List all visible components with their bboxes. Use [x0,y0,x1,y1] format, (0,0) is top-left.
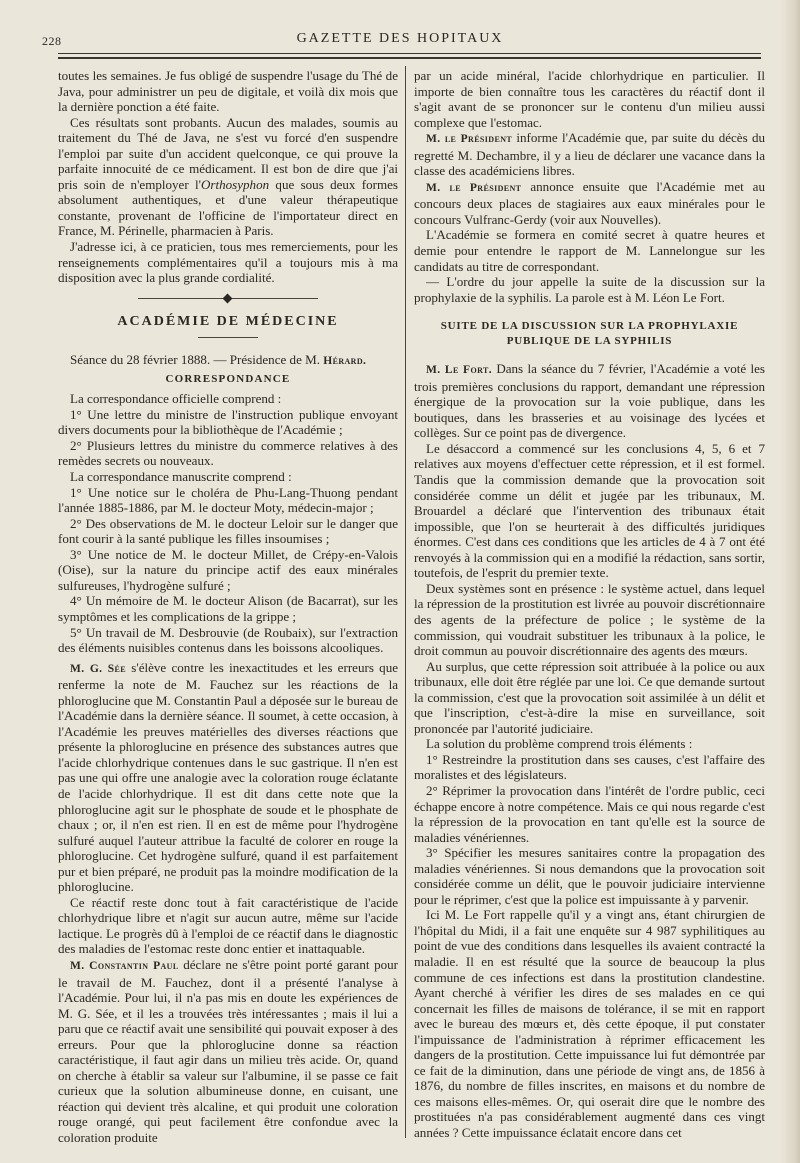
paragraph: La solution du problème comprend trois éléments : [426,736,693,752]
speaker-name: M. le Président [426,181,522,194]
paragraph: toutes les semaines. Je fus obligé de suspendre l'usage du Thé de Java, pour administrer un peu de digitale, et voilà dix mois que la dernière ponction a été faite. [58,68,398,115]
list-item: 3° Spécifier les mesures sanitaires contre la propagation des maladies vénériennes. Si nous demandons que la provocation soit considérée comme un délit, que le pouvoir judiciaire intervienne pour le réprimer, c'est que la police est impuissante à y parvenir. [414,845,765,907]
paragraph: La correspondance manuscrite comprend : [70,469,292,485]
paragraph: La correspondance officielle comprend : [70,391,282,407]
section-title: SUITE DE LA DISCUSSION SUR LA PROPHYLAXIE PUBLIQUE DE LA SYPHILIS [440,320,739,348]
right-column [414,68,765,1141]
paragraph: M. Le Fort. Dans la séance du 7 février, l'Académie a voté les trois premières conclusions du rapport, demandant une répression énergique de la provocation sur la voie publique, dans les boutiques, dans les brasseries et au voisinage des lycées et collèges. Sur ce point pas de divergence. [414,361,765,441]
list-item: 3° Une notice de M. le docteur Millet, de Crépy-en-Valois (Oise), sur la nature du principe actif des eaux minérales sulfureuses, l'hydrogène sulfuré ; [58,546,398,593]
list-item: 2° Des observations de M. le docteur Leloir sur le danger que font courir à la santé publique les filles insoumises ; [58,515,398,547]
paragraph: L'Académie se formera en comité secret à quatre heures et demie pour entendre le rapport de M. Lannelongue sur les candidats au titre de correspondant. [414,227,765,274]
paragraph: — L'ordre du jour appelle la suite de la discussion sur la prophylaxie de la syphilis. La parole est à M. Léon Le Fort. [414,274,765,305]
list-item: 1° Une lettre du ministre de l'instruction publique envoyant divers documents pour la bibliothèque de l'Académie ; [58,406,398,438]
paragraph: Ce réactif reste donc tout à fait caractéristique de l'acide chlorhydrique libre et n'agit sur aucun autre, même sur l'acide lactique. Le progrès dû à l'emploi de ce réactif dans le diagnostic des maladies de l'estomac reste donc entier et inattaquable. [58,894,398,957]
paragraph: Au surplus, que cette répression soit attribuée à la police ou aux tribunaux, elle doit être réglée par une loi. Ce que demande surtout la commission, c'est que la provocation soit assimilée à un délit et que l'inscription, c'est-à-dire la mise en surveillance, soit prononcée par l'autorité judiciaire. [414,658,765,736]
header-rule [58,53,761,54]
page-edge-shadow [780,0,800,1163]
speaker-name: M. Constantin Paul [70,959,179,972]
paragraph: Le désaccord a commencé sur les conclusions 4, 5, 6 et 7 relatives aux moyens d'effectuer cette répression, et il est formel. Tandis que la commission demande que la provocation soit considérée comme un délit et jugée par les tribunaux, M. Brouardel a déclaré que l'intervention des tribunaux était impossible, que l'on se heurterait à des difficultés juridiques énormes. C'est dans ces conditions que les articles de 4 à 7 ont été renvoyés à la commission qui en a modifié la rédaction, sans sortir, toutefois, de l'esprit du premier texte. [414,440,765,581]
paragraph: M. G. Sée s'élève contre les inexactitudes et les erreurs que renferme la note de M. Fauchez sur les réactions de la phloroglucine que M. Constantin Paul a déposée sur le bureau de l'Académie dans la dernière séance. Il soumet, à cette occasion, à l'Académie les preuves matérielles des diverses réactions que présente la phloroglucine en présence des substances autres que l'acide chlorhydrique contenues dans le suc gastrique. Il n'en est pas une qui offre une analogie avec la coloration rouge éclatante de l'acide chlorhydrique. Il est dit dans cette note que la phloroglucine agit sur le phosphate de soude et le phosphate de chaux ; or, il n'en est rien. Il en est de même pour l'hydrogène sulfuré auquel l'auteur attribue la faculté de colorer en rouge la phloroglucine. Cet hydrogène sulfuré, quand il est parfaitement pur et bien préparé, ne produit pas la moindre modification de la phloroglucine. [58,659,399,895]
paragraph: M. le Président annonce ensuite que l'Académie met au concours deux places de stagiaires aux eaux minérales pour le concours Vulfranc-Gerdy (voir aux Nouvelles). [414,178,765,227]
paragraph: par un acide minéral, l'acide chlorhydrique en particulier. Il importe de bien connaître tous les caractères du réactif dont il s'agit avant de se prononcer sur le contenu d'un milieu aussi complexe que l'estomac. [414,68,765,130]
column-divider [405,66,406,1138]
speaker-name: M. Le Fort. [426,364,492,377]
section-separator [58,286,398,314]
page-number: 228 [42,34,62,48]
speaker-name: M. G. Sée [70,662,126,675]
paragraph: Deux systèmes sont en présence : le système actuel, dans lequel la répression de la prostitution est livrée au pouvoir discrétionnaire des agents de la préfecture de police ; le système de la commission, qui voudrait substituer les tribunaux à la police, le droit commun au pouvoir discrétionnaire des agents des mœurs. [414,580,765,659]
list-item: 2° Plusieurs lettres du ministre du commerce relatives à des remèdes secrets ou nouveaux. [58,437,398,469]
short-rule [198,337,258,338]
list-item: 1° Une notice sur le choléra de Phu-Lang-Thuong pendant l'année 1885-1886, par M. le docteur Moty, médecin-major ; [58,484,398,516]
journal-title: GAZETTE DES HOPITAUX [296,31,504,46]
speaker-name: M. le Président [426,133,513,146]
left-column [58,68,398,1146]
list-item: 5° Un travail de M. Desbrouvie (de Roubaix), sur l'extraction des éléments nuisibles contenus dans les boissons alcooliques. [58,624,398,656]
list-item: 1° Restreindre la prostitution dans ses causes, c'est l'affaire des moralistes et des législateurs. [414,751,765,783]
paragraph: Ici M. Le Fort rappelle qu'il y a vingt ans, étant chirurgien de l'hôpital du Midi, il a fait une enquête sur 4 987 syphilitiques au point de vue des conditions dans lesquelles ils avaient contracté la maladie. Il en est résulté que la source de beaucoup la plus commune de ces infections est dans la prostitution clandestine. Ayant cherché à vérifier les dires de ses malades en ce qui concernait les filles de maisons de tolérance, il se mit en rapport avec le bureau des mœurs et, dès cette époque, il put constater l'impuissance de l'administration à réprimer efficacement les dangers de la prostitution. Cette impuissance lui fut démontrée par ce fait de la diminution, dans une période de vingt ans, de 1856 à 1876, du nombre de filles inscrites, en maisons et du nombre de ces maisons elles-mêmes. Or, qui oserait dire que le nombre des prostituées n'a pas considérablement augmenté dans ces vingt années ? Cette impuissance éclatait encore dans cet [414,907,765,1140]
list-item: 4° Un mémoire de M. le docteur Alison (de Bacarrat), sur les symptômes et les complications de la grippe ; [58,593,398,624]
section-heading: ACADÉMIE DE MÉDECINE [117,313,339,329]
ornament-icon [223,293,233,303]
list-item: 2° Réprimer la provocation dans l'intérêt de l'ordre public, ceci échappe encore à notre compétence. Mais ce qui nous regarde c'est la répression de la provocation en tant qu'elle est la source de maladies vénériennes. [414,782,765,845]
session-line: Séance du 28 février 1888. — Présidence de M. Hérard. [70,352,367,368]
paragraph: Ces résultats sont probants. Aucun des malades, soumis au traitement du Thé de Java, ne s'est vu forcé d'en suspendre l'emploi par suite d'un accident quelconque, ce qui prouve la parfaite innocuité de ce médicament. Il est bon de dire que j'ai pris soin de n'employer l'Orthosyphon que sous deux formes absolument authentiques, et d'une valeur thérapeutique constante, provenant de l'officine de l'importateur direct en France, M. Périnelle, pharmacien à Paris. [58,114,398,239]
paragraph: J'adresse ici, à ce praticien, tous mes remerciements, pour les renseignements complémentaires qu'il a toujours mis à ma disposition avec la plus grande cordialité. [58,239,398,286]
header-rule-thick [58,57,761,59]
paragraph: M. Constantin Paul déclare ne s'être point porté garant pour le travail de M. Fauchez, dont il a présenté l'analyse à l'Académie. Pour lui, il n'a pas mis en doute les expériences de M. G. Sée, et il les a trouvées très intéressantes ; mais il lui a paru que ce réactif avait une sensibilité qui pouvait exposer à des erreurs. Pour que la phloroglucine donne sa réaction caractéristique, il faut agir dans un milieu très acide. Or, quand on cherche à établir sa valeur sur l'albumine, il se passe ce fait curieux que la solution albumineuse donne, en cuisant, une réaction qui devient très alcaline, et qui produit une coloration rouge orangé, qui peut facilement être confondue avec la coloration produite [58,956,398,1145]
subheading: CORRESPONDANCE [165,372,291,385]
paragraph: M. le Président informe l'Académie que, par suite du décès du regretté M. Dechambre, il y a lieu de déclarer une vacance dans la classe des académiciens libres. [414,130,766,179]
